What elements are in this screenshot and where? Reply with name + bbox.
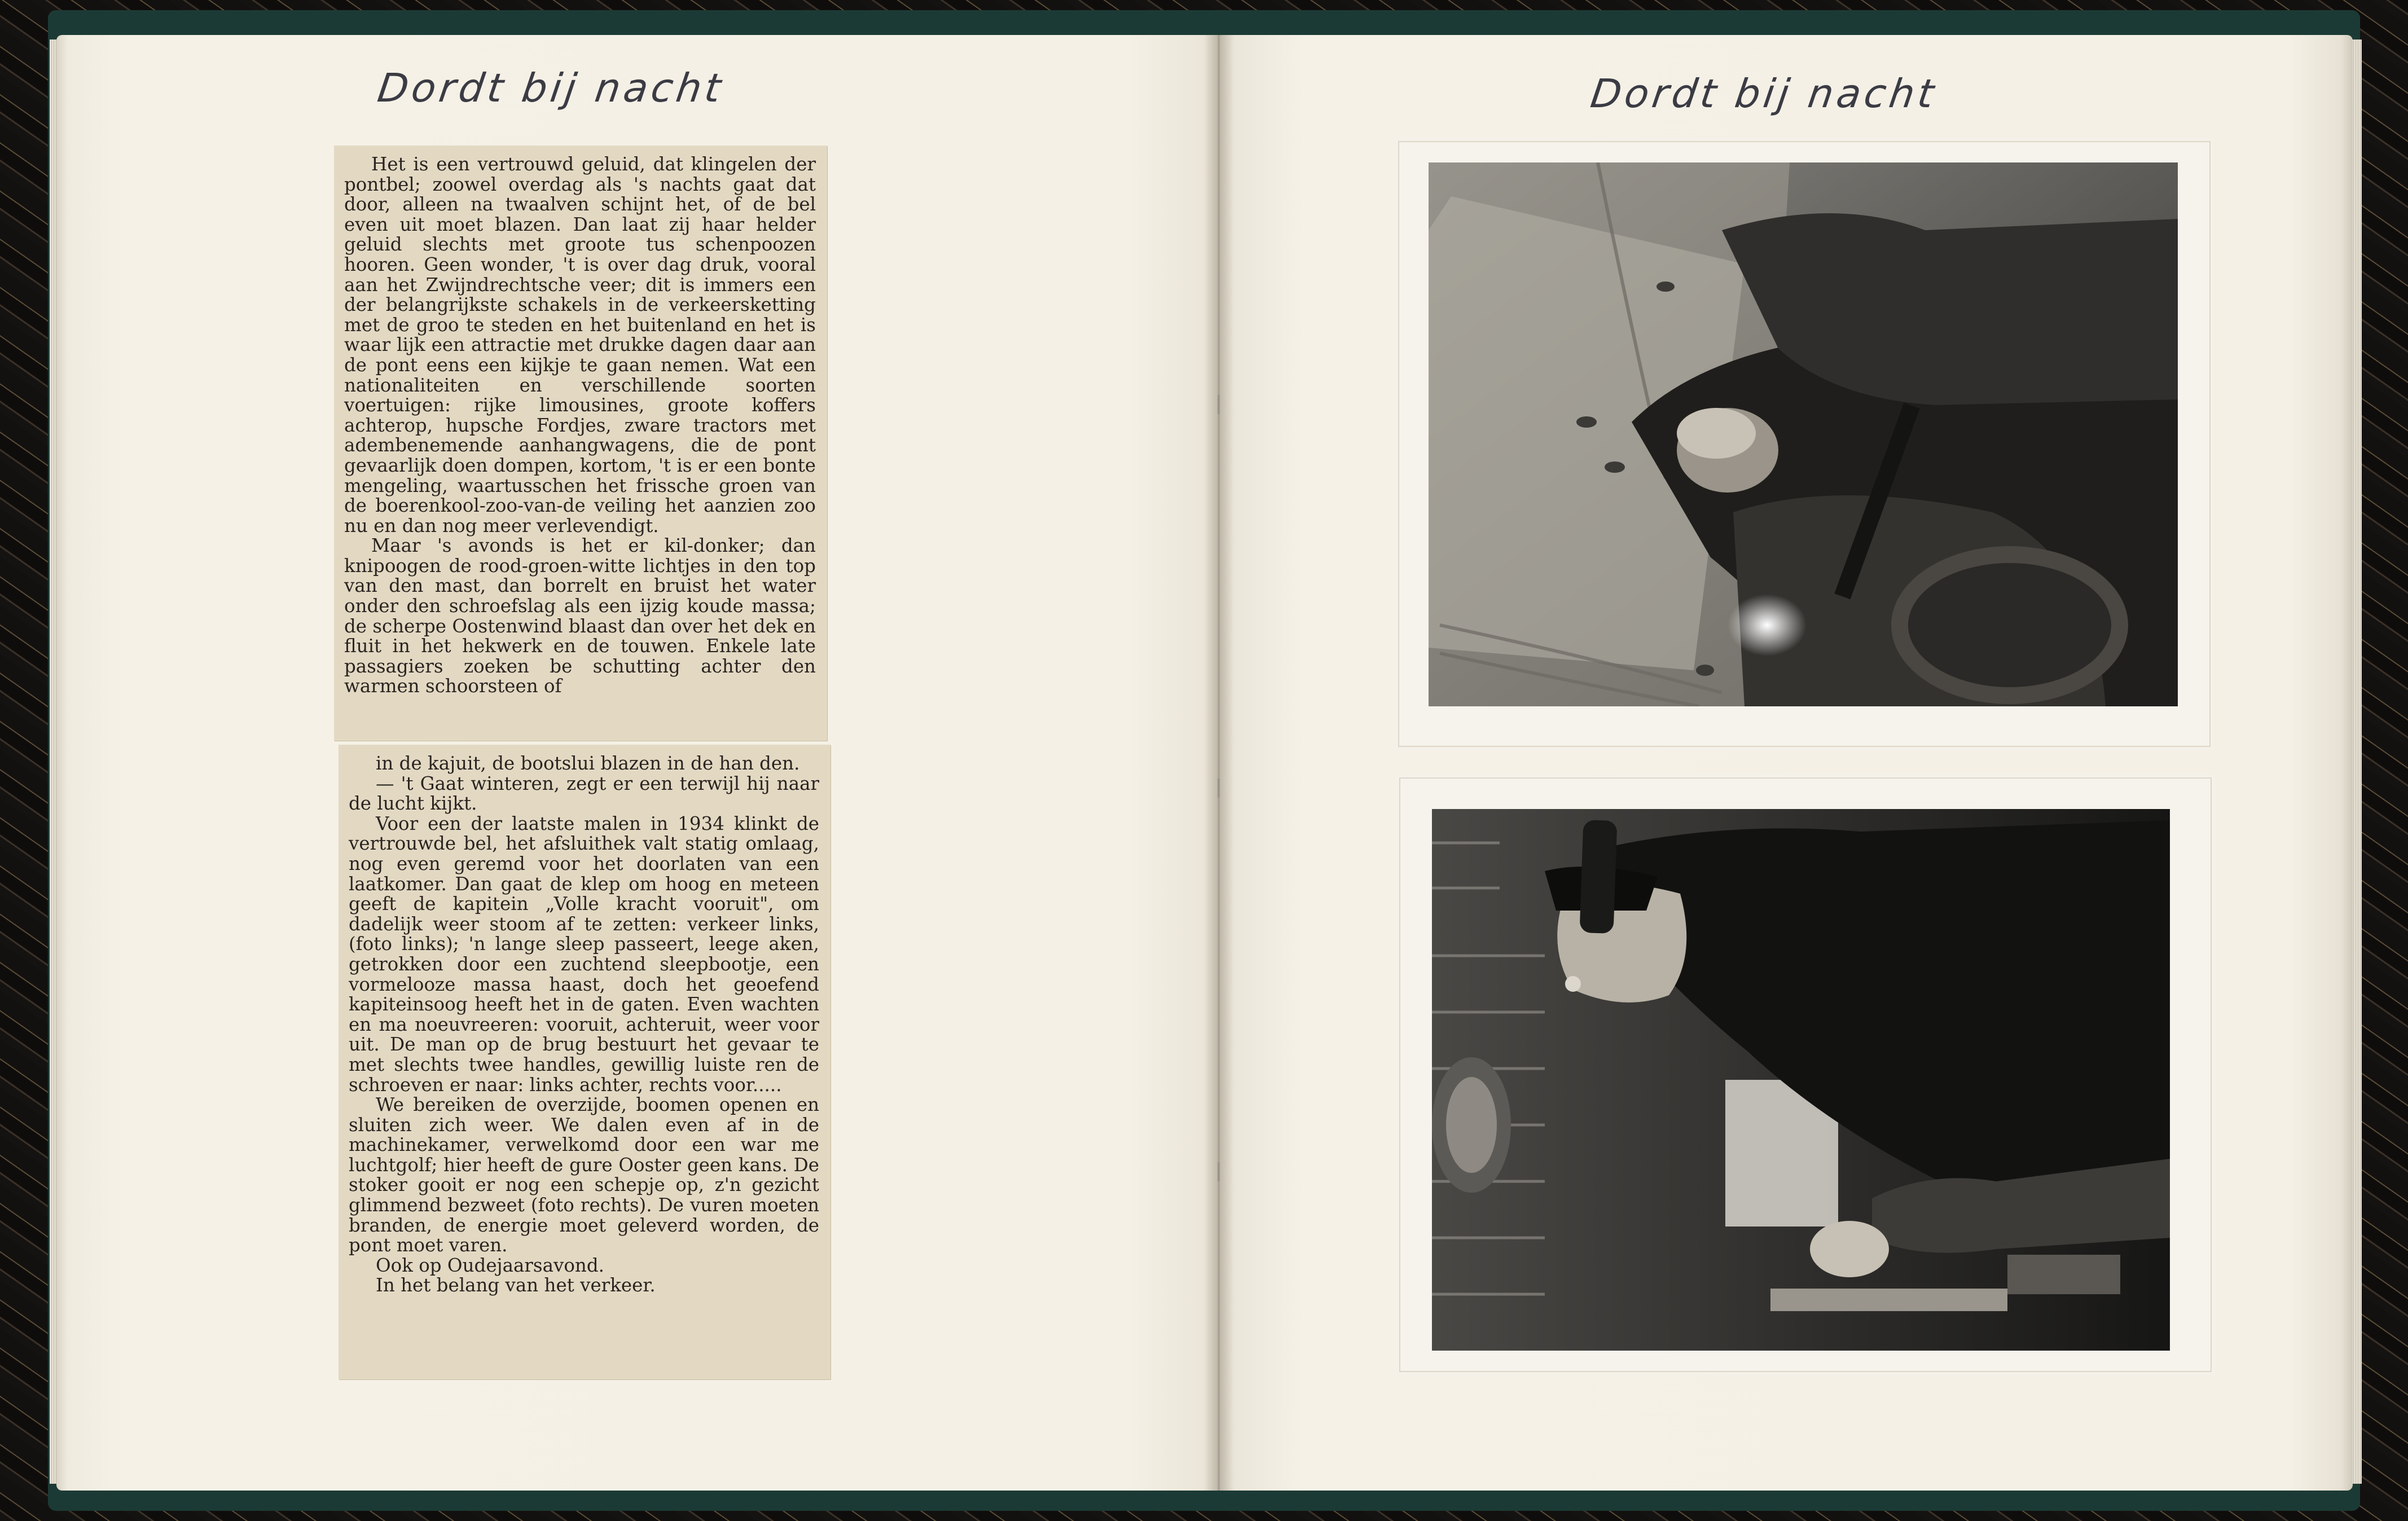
binding-stitch <box>1218 1162 1220 1181</box>
photo-stoker <box>1429 162 2178 706</box>
clipping-paragraph: In het belang van het verkeer. <box>376 1274 656 1296</box>
photo-frame-bottom <box>1399 777 2212 1372</box>
newspaper-clipping-top <box>334 146 827 741</box>
clipping-paragraph: Ook op Oudejaarsavond. <box>376 1254 604 1276</box>
clipping-paragraph: Maar 's avonds is het er kil-donker; dan knipoogen de rood-groen-witte lichtjes in den top van den mast, dan borrelt en bruist het water onder den schroefslag als een ijzig koude massa; de scherpe Oostenwind blaast dan over het dek en fluit in het hekwerk en de touwen. Enkele late passagiers zoeken be schutting achter den warmen schoorsteen of <box>344 535 816 697</box>
clipping-paragraph: Het is een vertrouwd geluid, dat klingelen der pontbel; zoowel overdag als 's nachts gaat dat door, alleen na twaalven schijnt het, of de bel even uit moet blazen. Dan laat zij haar helder geluid slechts met groote tus schenpoozen hooren. Geen wonder, 't is over dag druk, vooral aan het Zwijndrechtsche veer; dit is immers een der belangrijkste schakels in de verkeersketting met de groo te steden en het buitenland en het is waar lijk een attractie met drukke dagen daar aan de pont eens een kijkje te gaan nemen. Wat een nationaliteiten en verschillende soorten voertuigen: rijke limousines, groote koffers achterop, hupsche Fordjes, zware tractors met adembenemende aanhangwagens, die de pont gevaarlijk doen dompen, kortom, 't is er een bonte mengeling, waartusschen het frissche groen van de boerenkool-zoo-van-de veiling het aanzien zoo nu en dan nog meer verlevendigt. <box>344 153 816 537</box>
binding-stitch <box>1218 779 1220 798</box>
binding-stitch <box>1218 395 1220 414</box>
clipping-paragraph: — 't Gaat winteren, zegt er een terwijl hij naar de lucht kijkt. <box>349 772 819 815</box>
book-gutter <box>1205 35 1233 1491</box>
captain-photo-image <box>1432 809 2170 1351</box>
photo-frame-top <box>1398 141 2211 747</box>
clipping-paragraph: Voor een der laatste malen in 1934 klinkt de vertrouwde bel, het afsluithek valt statig omlaag, nog even geremd voor het doorlaten van een laatkomer. Dan gaat de klep om hoog en meteen geeft de kapitein „Volle kracht vooruit", om dadelijk weer stoom af te zetten: verkeer links, (foto links); 'n lange sleep passeert, leege aken, getrokken door een zuchtend sleepbootje, een vormelooze massa haast, doch het geoefend kapiteinsoog heeft het in de gaten. Even wachten en ma noeuvreeren: vooruit, achteruit, weer voor uit. De man op de brug bestuurt het gevaar te met slechts twee handles, gewillig luiste ren de schroeven er naar: links achter, rechts voor..... <box>349 812 819 1096</box>
right-page-heading: Dordt bij nacht <box>1588 71 1940 117</box>
clipping-paragraph: We bereiken de overzijde, boomen openen en sluiten zich weer. We dalen even af in de machinekamer, verwelkomd door een war me luchtgolf; hier heeft de gure Ooster geen kans. De stoker gooit er nog een schepje op, z'n gezicht glimmend bezweet (foto rechts). De vuren moeten branden, de energie moet geleverd worden, de pont moet varen. <box>349 1094 819 1256</box>
newspaper-clipping-bottom <box>339 745 831 1379</box>
photo-captain <box>1432 809 2170 1351</box>
left-page-heading: Dordt bij nacht <box>375 65 727 111</box>
clipping-paragraph: in de kajuit, de bootslui blazen in de han den. <box>376 753 800 774</box>
stoker-photo-image <box>1429 162 2178 706</box>
